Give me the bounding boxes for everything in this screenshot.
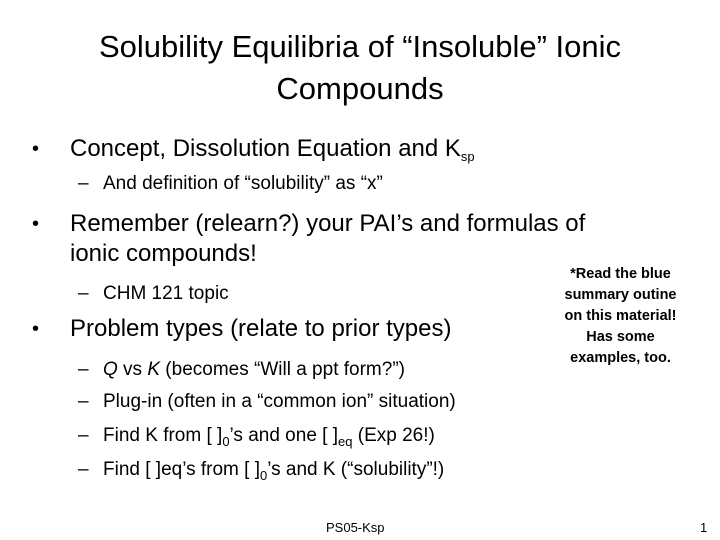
dash-marker: – (78, 359, 89, 380)
footer-label: PS05-Ksp (326, 520, 385, 535)
q-symbol: Q (103, 359, 118, 380)
find-eq-part-a: Find [ ]eq’s from [ ] (103, 459, 260, 480)
find-eq-part-b: ’s and K (“solubility”!) (267, 459, 445, 480)
zero-subscript: 0 (222, 434, 230, 449)
bullet-concept-text: Concept, Dissolution Equation and K (70, 135, 461, 162)
ksp-subscript: sp (460, 149, 475, 164)
find-k-part-a: Find K from [ ] (103, 425, 223, 446)
dash-marker: – (78, 391, 89, 412)
note-line-1: *Read the blue (570, 266, 671, 282)
note-line-5: examples, too. (570, 350, 671, 366)
sub-bullet-find-k (103, 424, 435, 448)
bullet-marker: • (32, 138, 40, 160)
slide-title (20, 26, 700, 110)
sub-bullet-q-vs-k (103, 358, 405, 382)
side-note (538, 264, 703, 369)
sub-bullet-chm121: CHM 121 topic (103, 283, 229, 304)
note-line-2: summary outine (564, 287, 677, 303)
note-line-4: Has some (586, 329, 655, 345)
find-k-part-b: ’s and one [ ] (229, 425, 338, 446)
vs-text: vs (117, 359, 148, 380)
q-vs-k-rest: (becomes “Will a ppt form?”) (160, 359, 405, 380)
eq-subscript: eq (338, 434, 353, 449)
zero-subscript: 0 (259, 468, 268, 483)
page-number: 1 (700, 520, 708, 535)
sub-bullet-find-eq (103, 458, 444, 482)
find-k-part-c: (Exp 26!) (352, 425, 435, 446)
dash-marker: – (78, 425, 89, 446)
sub-bullet-plug-in: Plug-in (often in a “common ion” situation) (103, 391, 456, 412)
dash-marker: – (78, 173, 89, 194)
bullet-marker: • (32, 318, 40, 340)
dash-marker: – (78, 283, 89, 304)
title-line-1: Solubility Equilibria of “Insoluble” Ionic (98, 29, 622, 64)
note-line-3: on this material! (564, 308, 677, 324)
bullet-remember-line-1: Remember (relearn?) your PAI’s and formulas of (70, 210, 586, 237)
sub-bullet-solubility-definition: And definition of “solubility” as “x” (103, 173, 383, 194)
bullet-concept (70, 134, 475, 164)
bullet-remember-line-2: ionic compounds! (70, 240, 257, 267)
bullet-marker: • (32, 213, 40, 235)
k-symbol: K (147, 359, 161, 380)
dash-marker: – (78, 459, 89, 480)
title-line-2: Compounds (276, 71, 444, 106)
bullet-problem-types: Problem types (relate to prior types) (70, 315, 452, 342)
